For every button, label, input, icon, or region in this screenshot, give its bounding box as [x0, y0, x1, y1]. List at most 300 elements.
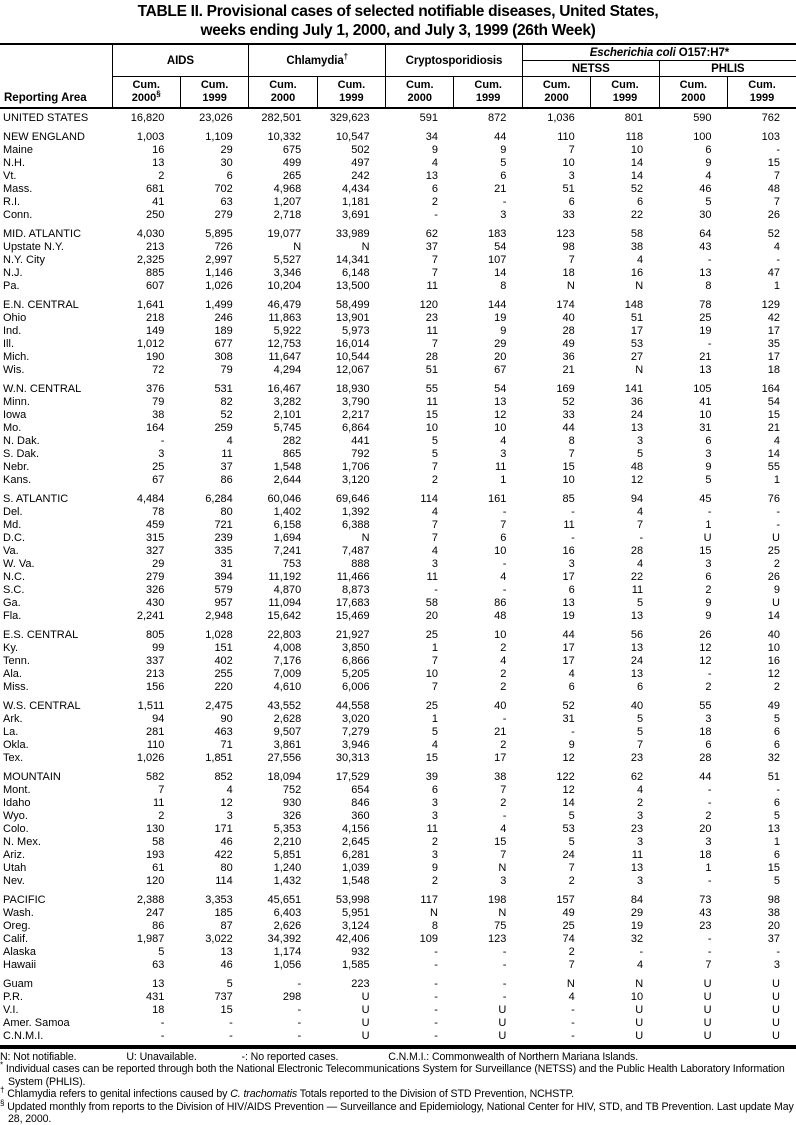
table-row	[0, 681, 796, 694]
value-cell: 654	[351, 784, 370, 796]
value-cell: 702	[214, 183, 233, 195]
value-cell: 12	[630, 474, 644, 486]
value-cell: 5	[637, 726, 644, 738]
value-cell: 1,511	[137, 700, 165, 712]
value-cell: 279	[146, 571, 165, 583]
value-cell: 5	[568, 836, 575, 848]
table-row	[0, 1004, 796, 1017]
value-cell: 7	[431, 519, 438, 531]
value-cell: 34,392	[267, 933, 302, 945]
reporting-area-cell: Ala.	[3, 668, 22, 680]
value-cell: 402	[214, 655, 233, 667]
value-cell: -	[434, 1017, 438, 1029]
reporting-area-cell: Ark.	[3, 713, 23, 725]
value-cell: 27,556	[267, 752, 302, 764]
value-cell: 4	[500, 823, 507, 835]
table-row	[0, 532, 796, 545]
value-cell: 5,973	[342, 325, 370, 337]
value-cell: 6,281	[342, 849, 370, 861]
value-cell: 14	[562, 797, 575, 809]
value-cell: 29	[630, 907, 644, 919]
value-cell: 86	[494, 597, 507, 609]
value-cell: 54	[767, 396, 780, 408]
value-cell: 326	[146, 584, 165, 596]
value-cell: 4	[568, 991, 575, 1003]
value-cell: 10	[767, 642, 780, 654]
value-cell: 4,870	[273, 584, 302, 596]
value-cell: 579	[214, 584, 233, 596]
value-cell: U	[772, 991, 780, 1003]
value-cell: 13	[220, 946, 233, 958]
value-cell: 281	[146, 726, 165, 738]
column-header-cum: Cum. 1999	[728, 77, 796, 109]
reporting-area-cell: Amer. Samoa	[3, 1017, 70, 1029]
value-cell: 5	[431, 435, 438, 447]
value-cell: 242	[351, 170, 370, 182]
reporting-area-cell: N. Mex.	[3, 836, 41, 848]
value-cell: 1,851	[205, 752, 233, 764]
value-cell: 1,028	[205, 629, 233, 641]
value-cell: 71	[220, 739, 233, 751]
value-cell: 582	[146, 771, 165, 783]
value-cell: 49	[562, 338, 575, 350]
value-cell: 5	[500, 157, 507, 169]
value-cell: 4,484	[136, 493, 165, 505]
value-cell: 58	[425, 597, 438, 609]
value-cell: -	[386, 1030, 454, 1047]
reporting-area-cell: S.C.	[3, 584, 25, 596]
notifiable-diseases-table	[0, 43, 796, 1049]
table-row	[0, 351, 796, 364]
value-cell: 13	[699, 364, 712, 376]
value-cell: 31	[699, 422, 712, 434]
value-cell: 7	[568, 862, 575, 874]
table-row	[0, 448, 796, 461]
value-cell: 7	[637, 519, 644, 531]
value-cell: 18	[767, 364, 780, 376]
value-cell: 28	[425, 351, 438, 363]
reporting-area-cell: Mass.	[3, 183, 33, 195]
value-cell: 52	[562, 396, 575, 408]
value-cell: 12	[699, 655, 712, 667]
value-cell: 801	[624, 112, 644, 124]
value-cell: 1	[500, 474, 507, 486]
value-cell: 9	[500, 325, 507, 337]
value-cell: 58	[152, 836, 165, 848]
value-cell: 255	[214, 668, 233, 680]
value-cell: 1,432	[273, 875, 302, 887]
value-cell: 531	[214, 383, 233, 395]
value-cell: 27	[630, 351, 644, 363]
value-cell: 13	[494, 396, 507, 408]
value-cell: 103	[761, 131, 780, 143]
value-cell: -	[776, 144, 780, 156]
value-cell: 62	[630, 771, 644, 783]
value-cell: 123	[556, 228, 575, 240]
value-cell: 2,948	[205, 610, 233, 622]
value-cell: 80	[220, 506, 233, 518]
value-cell: 109	[419, 933, 438, 945]
value-cell: 198	[488, 894, 507, 906]
table-row	[0, 629, 796, 642]
value-cell: 43,552	[267, 700, 302, 712]
value-cell: -	[707, 875, 712, 887]
table-row	[0, 299, 796, 312]
value-cell: 11	[426, 325, 438, 337]
value-cell: N	[635, 364, 644, 376]
reporting-area-cell: Ariz.	[3, 849, 25, 861]
value-cell: 13,901	[335, 312, 370, 324]
value-cell: 34	[425, 131, 438, 143]
value-cell: 590	[693, 112, 712, 124]
value-cell: 12	[699, 642, 712, 654]
value-cell: -	[502, 991, 507, 1003]
value-cell: 174	[556, 299, 575, 311]
table-row	[0, 519, 796, 532]
value-cell: 8	[431, 920, 438, 932]
table-header	[0, 44, 796, 108]
value-cell: 5	[431, 726, 438, 738]
value-cell: 6	[637, 681, 644, 693]
value-cell: 60,046	[267, 493, 302, 505]
value-cell: 19	[494, 312, 507, 324]
value-cell: 94	[630, 493, 644, 505]
value-cell: 282,501	[261, 112, 302, 124]
value-cell: U	[772, 978, 780, 990]
value-cell: 5	[773, 713, 780, 725]
value-cell: 149	[146, 325, 165, 337]
value-cell: 1,548	[342, 875, 370, 887]
value-cell: 213	[146, 241, 165, 253]
value-cell: 7	[568, 448, 575, 460]
column-header-cum: Cum. 1999	[317, 77, 385, 109]
value-cell: 9	[431, 862, 438, 874]
value-cell: U	[703, 1017, 712, 1029]
value-cell: 14	[630, 170, 644, 182]
value-cell: 17	[767, 325, 780, 337]
value-cell: U	[772, 1017, 780, 1029]
value-cell: 78	[152, 506, 165, 518]
value-cell: 5	[773, 810, 780, 822]
value-cell: 15,642	[267, 610, 302, 622]
table-row	[0, 752, 796, 765]
value-cell: 3	[637, 836, 644, 848]
value-cell: 17	[562, 642, 575, 654]
reporting-area-cell: UNITED STATES	[3, 112, 89, 124]
value-cell: 1,174	[273, 946, 302, 958]
value-cell: 3	[431, 810, 438, 822]
value-cell: -	[571, 1004, 575, 1016]
value-cell: 4	[500, 655, 507, 667]
value-cell: 3,282	[273, 396, 302, 408]
value-cell: 9	[705, 610, 712, 622]
value-cell: 40	[630, 700, 644, 712]
value-cell: 4	[431, 506, 438, 518]
value-cell: 144	[488, 299, 507, 311]
value-cell: 54	[494, 241, 507, 253]
value-cell: 15	[767, 157, 780, 169]
value-cell: 29	[220, 144, 233, 156]
value-cell: 9	[773, 584, 780, 596]
table-row	[0, 435, 796, 448]
value-cell: 675	[282, 144, 302, 156]
value-cell: -	[249, 1030, 317, 1047]
value-cell: 110	[557, 131, 575, 143]
reporting-area-cell: Ill.	[3, 338, 14, 350]
value-cell: 9	[568, 739, 575, 751]
value-cell: 2	[705, 584, 712, 596]
table-row	[0, 493, 796, 506]
value-cell: 1,012	[136, 338, 165, 350]
reporting-area-cell: Hawaii	[3, 959, 37, 971]
value-cell: N	[361, 532, 370, 544]
reporting-area-cell: MID. ATLANTIC	[3, 228, 82, 240]
table-row	[0, 894, 796, 907]
value-cell: 156	[146, 681, 165, 693]
value-cell: 2	[500, 739, 507, 751]
value-cell: 58	[630, 228, 644, 240]
value-cell: 14	[630, 157, 644, 169]
value-cell: 44,558	[335, 700, 370, 712]
value-cell: 3	[705, 558, 712, 570]
value-cell: 42	[767, 312, 780, 324]
value-cell: 7	[431, 655, 438, 667]
value-cell: 18	[699, 849, 712, 861]
value-cell: 3,946	[342, 739, 370, 751]
value-cell: 13	[152, 157, 165, 169]
value-cell: 7	[431, 532, 438, 544]
value-cell: 190	[146, 351, 165, 363]
value-cell: 7	[500, 784, 507, 796]
table-row	[0, 836, 796, 849]
value-cell: -	[160, 1017, 165, 1029]
value-cell: -	[707, 506, 712, 518]
legend-unavailable: U: Unavailable.	[126, 1051, 197, 1063]
value-cell: 38	[494, 771, 507, 783]
value-cell: 3	[431, 797, 438, 809]
value-cell: 327	[146, 545, 165, 557]
value-cell: 51	[562, 183, 575, 195]
value-cell: 7	[431, 461, 438, 473]
value-cell: 22,803	[267, 629, 302, 641]
value-cell: U	[361, 1017, 370, 1029]
value-cell: 13	[630, 642, 644, 654]
value-cell: 20	[425, 610, 438, 622]
value-cell: 4,156	[342, 823, 370, 835]
value-cell: -	[776, 519, 780, 531]
value-cell: 46	[220, 836, 233, 848]
value-cell: 14	[767, 448, 780, 460]
group-header-aids: AIDS	[112, 44, 249, 77]
value-cell: 117	[420, 894, 438, 906]
value-cell: -	[502, 946, 507, 958]
value-cell: -	[434, 1004, 438, 1016]
value-cell: 53,998	[335, 894, 370, 906]
title-line-2: weeks ending July 1, 2000, and July 3, 1999 (26th Week)	[200, 22, 596, 39]
value-cell: 12,067	[335, 364, 370, 376]
value-cell: 13	[767, 823, 780, 835]
value-cell: 4	[431, 545, 438, 557]
value-cell: 30	[699, 209, 712, 221]
value-cell: 9	[705, 461, 712, 473]
reporting-area-cell: V.I.	[3, 1004, 19, 1016]
value-cell: -	[297, 1017, 302, 1029]
value-cell: 3	[500, 875, 507, 887]
value-cell: 3	[637, 435, 644, 447]
value-cell: 100	[693, 131, 712, 143]
value-cell: 6,148	[342, 267, 370, 279]
reporting-area-cell: Fla.	[3, 610, 22, 622]
table-row	[0, 907, 796, 920]
value-cell: 4	[637, 506, 644, 518]
value-cell: U	[703, 1004, 712, 1016]
value-cell: -	[434, 991, 438, 1003]
value-cell: -	[502, 959, 507, 971]
value-cell: 394	[214, 571, 233, 583]
value-cell: 2,388	[136, 894, 165, 906]
value-cell: 17	[562, 655, 575, 667]
table-row	[0, 571, 796, 584]
footnotes	[0, 1051, 796, 1125]
value-cell: 12,753	[267, 338, 302, 350]
table-row	[0, 461, 796, 474]
value-cell: 12	[220, 797, 233, 809]
value-cell: U	[361, 991, 370, 1003]
value-cell: 29	[494, 338, 507, 350]
value-cell: U	[659, 1030, 727, 1047]
value-cell: 15,469	[335, 610, 370, 622]
value-cell: 6	[637, 196, 644, 208]
value-cell: 335	[214, 545, 233, 557]
value-cell: 4,294	[273, 364, 302, 376]
value-cell: 10	[425, 422, 438, 434]
value-cell: U	[454, 1030, 522, 1047]
value-cell: 726	[214, 241, 233, 253]
value-cell: -	[160, 435, 165, 447]
value-cell: U	[703, 532, 712, 544]
value-cell: 40	[562, 312, 575, 324]
table-row	[0, 183, 796, 196]
value-cell: 17	[630, 325, 644, 337]
table-row	[0, 946, 796, 959]
value-cell: 15	[699, 545, 712, 557]
value-cell: 4	[568, 668, 575, 680]
value-cell: 26	[767, 209, 780, 221]
value-cell: 74	[562, 933, 575, 945]
value-cell: 62	[425, 228, 438, 240]
value-cell: U	[772, 597, 780, 609]
value-cell: 16,014	[335, 338, 370, 350]
value-cell: 44	[494, 131, 507, 143]
table-body	[0, 108, 796, 1047]
table-row	[0, 771, 796, 784]
value-cell: 11,466	[336, 571, 370, 583]
value-cell: -	[502, 810, 507, 822]
value-cell: 118	[625, 131, 644, 143]
value-cell: 1,641	[136, 299, 165, 311]
value-cell: 1	[705, 519, 712, 531]
value-cell: 11	[426, 280, 438, 292]
reporting-area-cell: Nebr.	[3, 461, 30, 473]
table-row	[0, 364, 796, 377]
value-cell: -	[434, 978, 438, 990]
value-cell: 213	[146, 668, 165, 680]
value-cell: 6,284	[205, 493, 233, 505]
value-cell: 6,388	[342, 519, 370, 531]
value-cell: 6	[500, 170, 507, 182]
value-cell: 54	[494, 383, 507, 395]
value-cell: 19	[562, 610, 575, 622]
value-cell: 107	[488, 254, 507, 266]
value-cell: 6	[568, 196, 575, 208]
value-cell: 3	[705, 713, 712, 725]
value-cell: 9	[705, 597, 712, 609]
footnote-netss-phlis: * Individual cases can be reported through both the National Electronic Telecommunications System for Surveillance (NETSS) and the Public Health Laboratory Information System (PHLIS).	[0, 1060, 785, 1088]
value-cell: 22	[630, 571, 644, 583]
value-cell: 326	[282, 810, 302, 822]
value-cell: 25	[425, 629, 438, 641]
value-cell: 122	[556, 771, 575, 783]
value-cell: 21	[494, 726, 507, 738]
value-cell: 26	[699, 629, 712, 641]
value-cell: 84	[630, 894, 644, 906]
value-cell: 2	[500, 642, 507, 654]
value-cell: 105	[693, 383, 712, 395]
value-cell: 75	[494, 920, 507, 932]
value-cell: 20	[494, 351, 507, 363]
value-cell: 441	[351, 435, 370, 447]
value-cell: 7,009	[273, 668, 302, 680]
value-cell: -	[571, 1017, 575, 1029]
value-cell: -	[297, 978, 302, 990]
value-cell: 15	[767, 409, 780, 421]
reporting-area-cell: Mont.	[3, 784, 31, 796]
value-cell: 4,008	[273, 642, 302, 654]
value-cell: 19	[630, 920, 644, 932]
value-cell: 98	[562, 241, 575, 253]
value-cell: -	[776, 506, 780, 518]
value-cell: 2	[500, 668, 507, 680]
table-row	[0, 610, 796, 623]
value-cell: 49	[562, 907, 575, 919]
reporting-area-cell: W.N. CENTRAL	[3, 383, 82, 395]
value-cell: -	[522, 1030, 590, 1047]
value-cell: 3,120	[342, 474, 370, 486]
value-cell: 3,020	[342, 713, 370, 725]
value-cell: 44	[699, 771, 712, 783]
value-cell: 677	[214, 338, 233, 350]
value-cell: 282	[282, 435, 302, 447]
value-cell: 805	[146, 629, 165, 641]
column-header-cum: Cum. 1999	[180, 77, 248, 109]
value-cell: 4	[637, 254, 644, 266]
group-header-netss: NETSS	[522, 61, 659, 77]
value-cell: 6	[431, 183, 438, 195]
value-cell: 2,718	[273, 209, 302, 221]
reporting-area-cell: Okla.	[3, 739, 29, 751]
value-cell: 14,341	[335, 254, 370, 266]
value-cell: 32	[630, 933, 644, 945]
value-cell: 3	[705, 836, 712, 848]
value-cell: 185	[214, 907, 233, 919]
value-cell: -	[229, 1017, 233, 1029]
column-subheader-row	[0, 77, 796, 109]
value-cell: 3,861	[273, 739, 302, 751]
value-cell: 932	[351, 946, 370, 958]
value-cell: 2	[705, 810, 712, 822]
reporting-area-cell: E.N. CENTRAL	[3, 299, 79, 311]
value-cell: 4	[226, 435, 233, 447]
